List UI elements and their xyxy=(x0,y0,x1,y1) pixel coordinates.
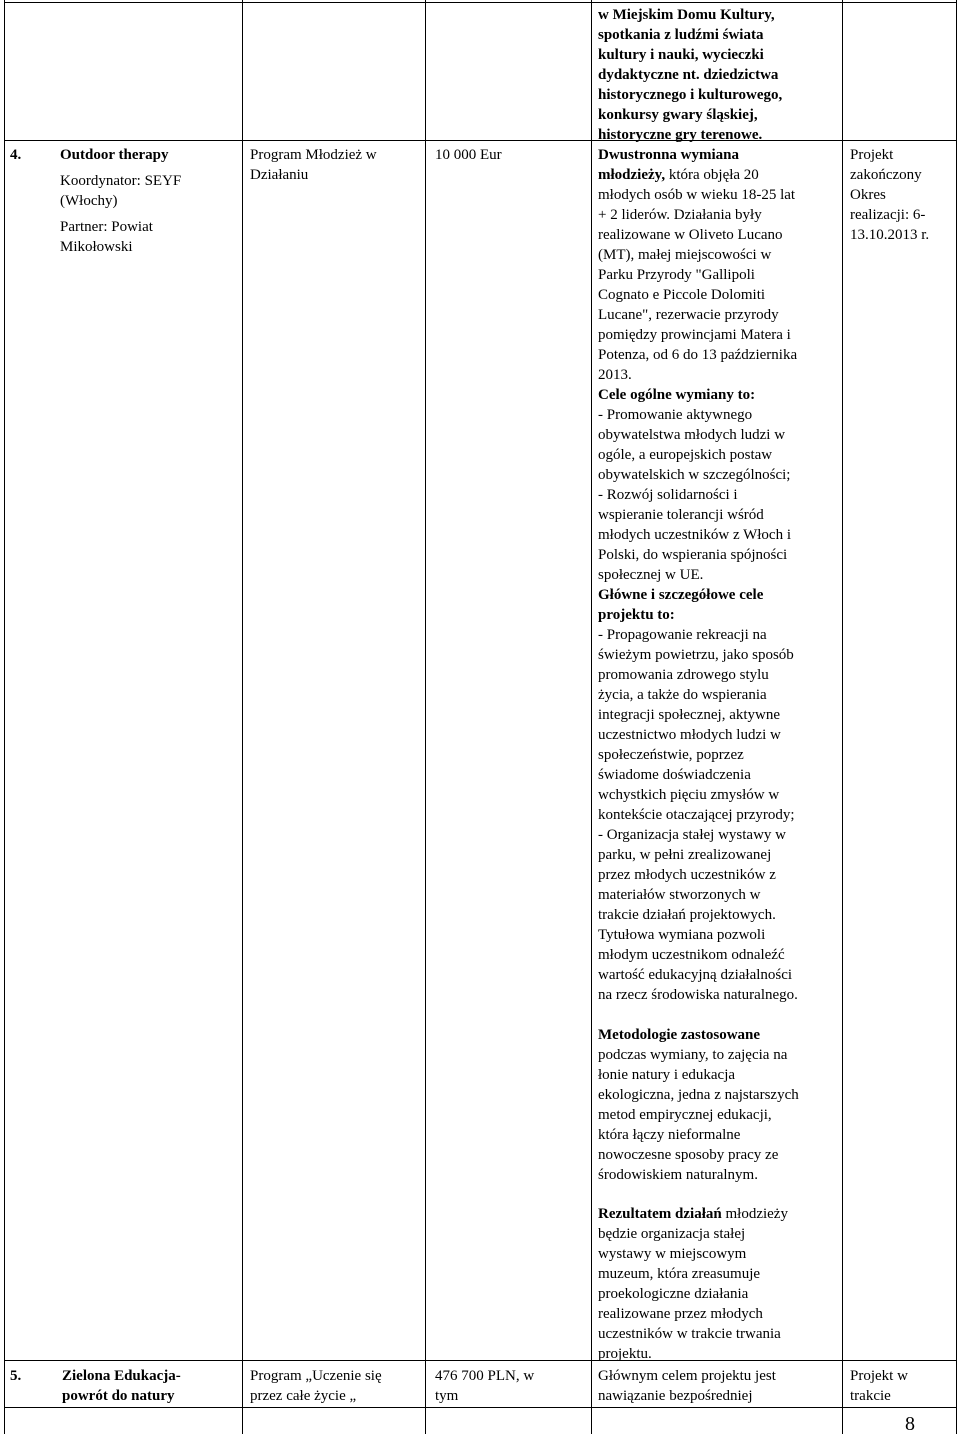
text-line: społecznej w UE. xyxy=(598,567,704,583)
text-line: Potenza, od 6 do 13 października xyxy=(598,347,798,363)
text-line: Parku Przyrody "Gallipoli xyxy=(598,267,755,283)
text-line: wspieranie tolerancji wśród xyxy=(598,507,764,523)
row-separator-top xyxy=(4,2,957,3)
text-line: uczestnictwo młodych ludzi w xyxy=(598,727,781,743)
row4-program-cell xyxy=(250,145,377,185)
text-line: młodych uczestników z Włoch i xyxy=(598,527,792,543)
table-border-left xyxy=(4,0,5,1434)
text-line: świadome doświadczenia xyxy=(598,767,751,783)
text-line: dydaktyczne nt. dziedzictwa xyxy=(598,67,779,83)
text-line: obywatelskich w szczególności; xyxy=(598,467,791,483)
project-title-line: powrót do natury xyxy=(62,1388,175,1404)
row5-status xyxy=(850,1366,908,1406)
row4-amount: 10 000 Eur xyxy=(435,147,502,163)
project-title-line: Zielona Edukacja- xyxy=(62,1368,181,1384)
text-line: - Rozwój solidarności i xyxy=(598,487,738,503)
row5-description xyxy=(598,1366,776,1406)
coordinator-line: Koordynator: SEYF xyxy=(60,173,182,189)
text-line: realizowane przez młodych xyxy=(598,1306,763,1322)
text-line: środowiskiem naturalnym. xyxy=(598,1167,758,1183)
text-line: nawiązanie bezpośredniej xyxy=(598,1388,753,1404)
text-line: muzeum, która zreasumuje xyxy=(598,1266,761,1282)
text-line xyxy=(598,165,798,185)
text-line: wystawy w miejscowym xyxy=(598,1246,747,1262)
specific-heading: Główne i szczegółowe cele xyxy=(598,587,764,603)
intro-rest-fragment: która objęła 20 xyxy=(665,167,759,183)
text-line: na rzecz środowiska naturalnego. xyxy=(598,987,798,1003)
text-line: projektu. xyxy=(598,1346,652,1362)
program-line: Program „Uczenie się xyxy=(250,1368,382,1384)
text-line: Cognato e Piccole Dolomiti xyxy=(598,287,766,303)
table-border-bottom xyxy=(4,1407,957,1408)
text-line: nowoczesne sposoby pracy ze xyxy=(598,1147,779,1163)
text-line: - Organizacja stałej wystawy w xyxy=(598,827,786,843)
partner-line: Partner: Powiat xyxy=(60,219,153,235)
text-line: pomiędzy prowincjami Matera i xyxy=(598,327,791,343)
text-line: proekologiczne działania xyxy=(598,1286,749,1302)
text-line: w Miejskim Domu Kultury, xyxy=(598,7,775,23)
text-line: historyczne gry terenowe. xyxy=(598,127,763,143)
text-line: realizowane w Oliveto Lucano xyxy=(598,227,783,243)
status-line: realizacji: 6- xyxy=(850,207,926,223)
text-line: ekologiczna, jedna z najstarszych xyxy=(598,1087,799,1103)
text-line: - Promowanie aktywnego xyxy=(598,407,753,423)
text-line: łonie natury i edukacja xyxy=(598,1067,736,1083)
methodology-heading: Metodologie zastosowane xyxy=(598,1027,761,1043)
status-line: Okres xyxy=(850,187,886,203)
text-line: Głównym celem projektu jest xyxy=(598,1368,776,1384)
col-divider-1 xyxy=(242,0,243,1434)
row4-description xyxy=(598,145,798,1005)
text-line: podczas wymiany, to zajęcia na xyxy=(598,1047,788,1063)
status-line: Projekt xyxy=(850,147,894,163)
partner-line: Mikołowski xyxy=(60,239,133,255)
amount-line: tym xyxy=(435,1388,459,1404)
status-line: trakcie xyxy=(850,1388,891,1404)
text-line xyxy=(598,1204,788,1224)
text-line: Lucane", rezerwacie przyrody xyxy=(598,307,779,323)
row5-project-cell xyxy=(62,1366,181,1406)
row5-program-cell xyxy=(250,1366,382,1406)
text-line: trakcie działań projektowych. xyxy=(598,907,776,923)
text-line: społeczeństwie, poprzez xyxy=(598,747,744,763)
text-line: młodych osób w wieku 18-25 lat xyxy=(598,187,796,203)
text-line: historycznego i kulturowego, xyxy=(598,87,783,103)
amount-line: 476 700 PLN, w xyxy=(435,1368,535,1384)
text-line: obywatelstwa młodych ludzi w xyxy=(598,427,786,443)
methodology-block xyxy=(598,1025,799,1185)
text-line: Polski, do wspierania spójności xyxy=(598,547,788,563)
col-divider-4 xyxy=(842,0,843,1434)
row4-status xyxy=(850,145,929,245)
goals-heading: Cele ogólne wymiany to: xyxy=(598,387,756,403)
row-separator-row5 xyxy=(4,1360,957,1361)
row5-number: 5. xyxy=(10,1368,22,1384)
text-line: która łączy nieformalne xyxy=(598,1127,741,1143)
text-line: parku, w pełni zrealizowanej xyxy=(598,847,772,863)
intro-heading: Dwustronna wymiana xyxy=(598,147,739,163)
text-line: spotkania z ludźmi świata xyxy=(598,27,764,43)
text-line: ogóle, a europejskich postaw xyxy=(598,447,773,463)
text-line: promowania zdrowego stylu xyxy=(598,667,769,683)
text-line: kontekście otaczającej przyrody; xyxy=(598,807,795,823)
text-line: metod empirycznej edukacji, xyxy=(598,1107,772,1123)
coordinator-line: (Włochy) xyxy=(60,193,118,209)
results-rest: młodzieży xyxy=(721,1206,788,1222)
text-line: (MT), małej miejscowości w xyxy=(598,247,772,263)
text-line: integracji społecznej, aktywne xyxy=(598,707,781,723)
results-block xyxy=(598,1204,788,1364)
row5-amount xyxy=(435,1366,534,1406)
text-line: świeżym powietrzu, jako sposób xyxy=(598,647,794,663)
page-number: 8 xyxy=(905,1413,915,1435)
text-line: uczestników w trakcie trwania xyxy=(598,1326,781,1342)
row4-project-cell xyxy=(60,145,181,257)
status-line: Projekt w xyxy=(850,1368,908,1384)
text-line: 2013. xyxy=(598,367,632,383)
text-line: młodym uczestnikom odnaleźć xyxy=(598,947,785,963)
results-heading: Rezultatem działań xyxy=(598,1206,722,1222)
text-line: wchystkich pięciu zmysłów w xyxy=(598,787,780,803)
row-separator-row4 xyxy=(4,140,957,141)
text-line: Tytułowa wymiana pozwoli xyxy=(598,927,766,943)
specific-heading: projektu to: xyxy=(598,607,675,623)
program-line: Program Młodzież w xyxy=(250,147,377,163)
project-title: Outdoor therapy xyxy=(60,147,169,163)
text-line: kultury i nauki, wycieczki xyxy=(598,47,764,63)
status-line: 13.10.2013 r. xyxy=(850,227,930,243)
text-line: wartość edukacyjną działalności xyxy=(598,967,793,983)
table-border-right xyxy=(956,0,957,1434)
text-line: będzie organizacja stałej xyxy=(598,1226,746,1242)
col-divider-3 xyxy=(591,0,592,1434)
prev-row-description xyxy=(598,5,782,145)
row4-number: 4. xyxy=(10,147,22,163)
text-line: materiałów stworzonych w xyxy=(598,887,761,903)
col-divider-2 xyxy=(425,0,426,1434)
text-line: + 2 liderów. Działania były xyxy=(598,207,762,223)
text-line: - Propagowanie rekreacji na xyxy=(598,627,767,643)
status-line: zakończony xyxy=(850,167,922,183)
intro-bold-fragment: młodzieży, xyxy=(598,167,666,183)
text-line: życia, a także do wspierania xyxy=(598,687,767,703)
program-line: przez całe życie „ xyxy=(250,1388,357,1404)
text-line: przez młodych uczestników z xyxy=(598,867,776,883)
text-line: konkursy gwary śląskiej, xyxy=(598,107,758,123)
program-line: Działaniu xyxy=(250,167,309,183)
